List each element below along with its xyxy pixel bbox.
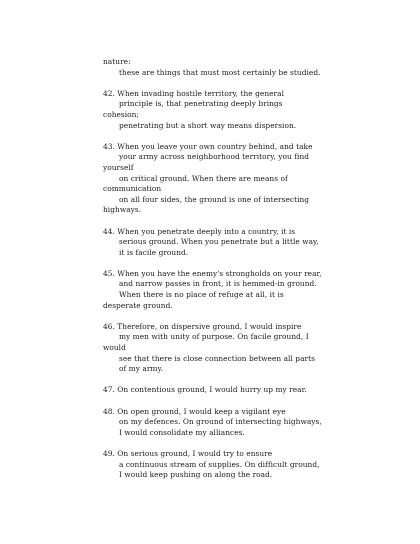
paragraph (103, 142, 403, 216)
text-line: desperate ground. (103, 300, 173, 310)
paragraph (103, 449, 403, 481)
paragraph (103, 89, 403, 131)
text-line: 49. On serious ground, I would try to ensure (103, 448, 273, 458)
paragraph (103, 227, 403, 259)
text-line: yourself (103, 162, 134, 172)
text-line: principle is, that penetrating deeply brings (119, 99, 283, 109)
text-line: nature: (103, 57, 131, 66)
text-line: on critical ground. When there are means of (119, 173, 288, 183)
text-line: of my army. (119, 364, 164, 374)
text-line: see that there is close connection between all parts (119, 353, 315, 363)
text-line: 48. On open ground, I would keep a vigilant eye (103, 406, 286, 416)
text-line: 45. When you have the enemy's strongholds on your rear, (103, 268, 322, 278)
text-line: highways. (103, 205, 142, 215)
text-line: 46. Therefore, on dispersive ground, I would inspire (103, 321, 302, 331)
paragraph (103, 57, 403, 78)
text-line: I would keep pushing on along the road. (119, 470, 273, 480)
document-page (103, 57, 403, 491)
text-line: When there is no place of refuge at all, it is (119, 290, 284, 300)
text-line: I would consolidate my alliances. (119, 427, 245, 437)
text-line: 43. When you leave your own country behind, and take (103, 141, 313, 151)
text-line: on all four sides, the ground is one of intersecting (119, 194, 310, 204)
text-line: it is facile ground. (119, 247, 189, 257)
paragraph (103, 322, 403, 375)
paragraph (103, 269, 403, 311)
paragraph (103, 407, 403, 439)
text-line: communication (103, 184, 162, 194)
text-line: your army across neighborhood territory, you find (119, 152, 310, 162)
text-line: penetrating but a short way means dispersion. (119, 120, 297, 130)
text-line: and narrow passes in front, it is hemmed-in ground. (119, 279, 317, 289)
text-line: these are things that must most certainly be studied. (119, 67, 321, 77)
text-line: a continuous stream of supplies. On difficult ground, (119, 459, 320, 469)
text-line: 47. On contentious ground, I would hurry up my rear. (103, 385, 307, 395)
text-line: my men with unity of purpose. On facile ground, I (119, 332, 309, 342)
text-line: serious ground. When you penetrate but a little way, (119, 237, 319, 247)
paragraph (103, 385, 403, 396)
text-line: 42. When invading hostile territory, the general (103, 88, 285, 98)
text-line: 44. When you penetrate deeply into a country, it is (103, 226, 296, 236)
text-line: cohesion; (103, 109, 140, 119)
text-line: on my defences. On ground of intersecting highways, (119, 417, 322, 427)
text-line: would (103, 343, 126, 353)
